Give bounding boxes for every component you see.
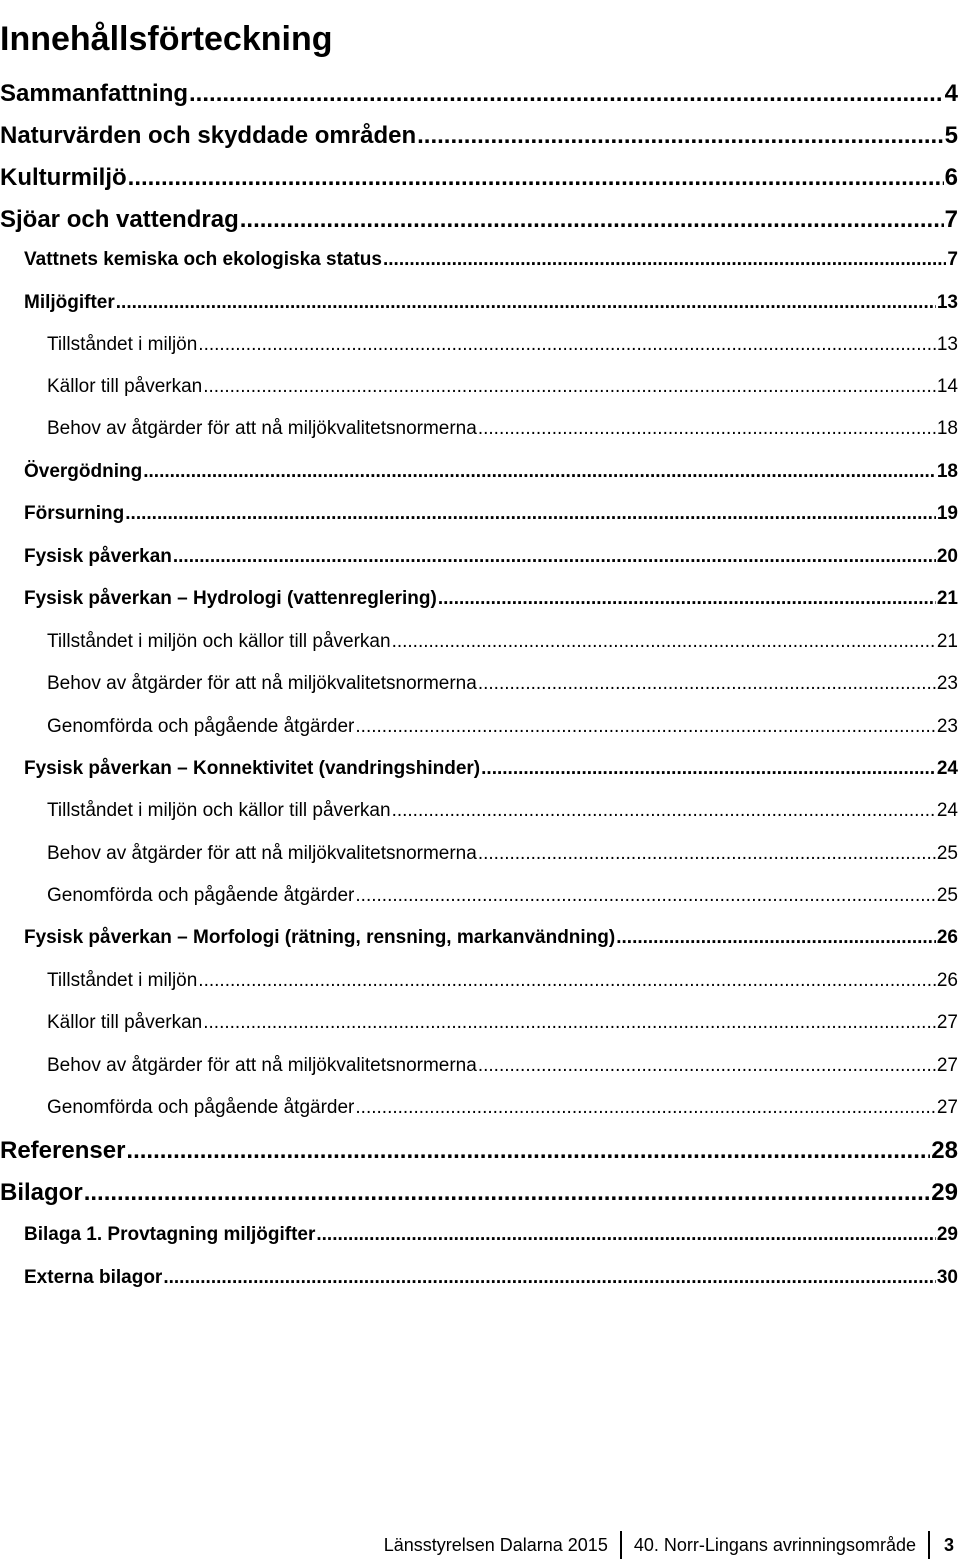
toc-entry-label: Tillståndet i miljön <box>47 970 198 991</box>
footer-page-number: 3 <box>943 1534 954 1555</box>
toc-entry-label: Vattnets kemiska och ekologiska status <box>24 249 382 270</box>
toc-entry-label: Källor till påverkan <box>47 1012 203 1033</box>
toc-entry[interactable] <box>24 1220 958 1250</box>
toc-entry[interactable] <box>47 712 958 742</box>
toc-entry[interactable] <box>24 923 958 953</box>
toc-entry[interactable] <box>0 118 958 154</box>
toc-entry-label: Bilagor <box>0 1179 83 1206</box>
toc-dot-leader <box>417 118 944 154</box>
toc-entry[interactable] <box>24 542 958 572</box>
toc-entry[interactable] <box>0 202 958 238</box>
toc-dot-leader <box>438 584 936 614</box>
toc-entry-page: 14 <box>936 376 958 397</box>
toc-entry-page: 13 <box>936 292 958 313</box>
toc-dot-leader <box>203 1008 936 1038</box>
toc-entry-page: 24 <box>936 758 958 779</box>
toc-dot-leader <box>478 839 936 869</box>
toc-entry-page: 27 <box>936 1055 958 1076</box>
toc-entry-label: Tillståndet i miljön och källor till påverkan <box>47 631 391 652</box>
toc-entry-label: Fysisk påverkan <box>24 546 172 567</box>
toc-entry[interactable] <box>47 1093 958 1123</box>
toc-entry-label: Sjöar och vattendrag <box>0 206 239 233</box>
toc-entry-page: 5 <box>944 122 958 149</box>
toc-dot-leader <box>355 1093 935 1123</box>
toc-entry[interactable] <box>24 288 958 318</box>
toc-entry-label: Fysisk påverkan – Konnektivitet (vandringshinder) <box>24 758 481 779</box>
toc-dot-leader <box>126 1133 930 1169</box>
toc-entry[interactable] <box>0 160 958 196</box>
toc-dot-leader <box>84 1175 931 1211</box>
toc-entry-label: Behov av åtgärder för att nå miljökvalitetsnormerna <box>47 843 477 864</box>
toc-entry[interactable] <box>0 76 958 112</box>
toc-entry-page: 6 <box>944 164 958 191</box>
toc-entry-label: Referenser <box>0 1137 126 1164</box>
toc-entry[interactable] <box>47 1008 958 1038</box>
toc-entry[interactable] <box>24 457 958 487</box>
toc-dot-leader <box>478 669 936 699</box>
toc-dot-leader <box>128 160 944 196</box>
toc-dot-leader <box>392 796 936 826</box>
page-footer <box>384 1530 960 1560</box>
toc-entry-page: 20 <box>936 546 958 567</box>
toc-entry[interactable] <box>47 966 958 996</box>
toc-entry-page: 19 <box>936 503 958 524</box>
toc-entry-label: Genomförda och pågående åtgärder <box>47 885 355 906</box>
toc-dot-leader <box>198 330 936 360</box>
toc-dot-leader <box>392 627 936 657</box>
toc-entry[interactable] <box>0 1175 958 1211</box>
toc-dot-leader <box>163 1263 936 1293</box>
toc-entry-label: Sammanfattning <box>0 80 189 107</box>
footer-area: 40. Norr-Lingans avrinningsområde <box>633 1534 916 1555</box>
toc-entry[interactable] <box>24 584 958 614</box>
footer-divider <box>620 1531 622 1559</box>
toc-entry-label: Kulturmiljö <box>0 164 127 191</box>
toc-entry-page: 29 <box>936 1224 958 1245</box>
toc-entry-page: 18 <box>936 418 958 439</box>
toc-entry-page: 23 <box>936 716 958 737</box>
toc-entry-page: 26 <box>936 970 958 991</box>
toc-entry-label: Behov av åtgärder för att nå miljökvalitetsnormerna <box>47 1055 477 1076</box>
toc-entry-page: 7 <box>944 206 958 233</box>
toc-entry[interactable] <box>47 669 958 699</box>
toc-entry-label: Bilaga 1. Provtagning miljögifter <box>24 1224 316 1245</box>
toc-dot-leader <box>203 372 936 402</box>
toc-entry[interactable] <box>47 839 958 869</box>
toc-entry-page: 27 <box>936 1097 958 1118</box>
toc-entry-label: Externa bilagor <box>24 1267 163 1288</box>
toc-entry-label: Behov av åtgärder för att nå miljökvalitetsnormerna <box>47 673 477 694</box>
toc-entry-label: Behov av åtgärder för att nå miljökvalitetsnormerna <box>47 418 477 439</box>
toc-entry-label: Fysisk påverkan – Morfologi (rätning, rensning, markanvändning) <box>24 927 616 948</box>
toc-dot-leader <box>240 202 944 238</box>
toc-entry-page: 7 <box>947 249 958 270</box>
toc-title: Innehållsförteckning <box>0 19 333 58</box>
toc-entry-page: 27 <box>936 1012 958 1033</box>
toc-entry-label: Tillståndet i miljön och källor till påverkan <box>47 800 391 821</box>
toc-entry-page: 25 <box>936 843 958 864</box>
toc-dot-leader <box>481 754 936 784</box>
toc-entry-label: Övergödning <box>24 461 143 482</box>
toc-entry[interactable] <box>47 796 958 826</box>
toc-dot-leader <box>198 966 936 996</box>
toc-entry[interactable] <box>47 881 958 911</box>
toc-dot-leader <box>383 245 946 275</box>
toc-dot-leader <box>116 288 936 318</box>
toc-dot-leader <box>189 76 944 112</box>
toc-entry-page: 21 <box>936 588 958 609</box>
toc-dot-leader <box>478 414 936 444</box>
toc-entry-page: 18 <box>936 461 958 482</box>
toc-dot-leader <box>355 881 935 911</box>
toc-entry-label: Genomförda och pågående åtgärder <box>47 1097 355 1118</box>
toc-dot-leader <box>355 712 935 742</box>
toc-entry[interactable] <box>0 1133 958 1169</box>
toc-entry[interactable] <box>24 245 958 275</box>
toc-dot-leader <box>316 1220 935 1250</box>
toc-dot-leader <box>173 542 936 572</box>
toc-entry-page: 30 <box>936 1267 958 1288</box>
toc-entry[interactable] <box>47 414 958 444</box>
toc-dot-leader <box>616 923 936 953</box>
toc-dot-leader <box>478 1051 936 1081</box>
toc-entry-label: Fysisk påverkan – Hydrologi (vattenreglering) <box>24 588 437 609</box>
toc-entry-page: 13 <box>936 334 958 355</box>
toc-entry-page: 21 <box>936 631 958 652</box>
toc-entry-label: Källor till påverkan <box>47 376 203 397</box>
toc-entry[interactable] <box>24 499 958 529</box>
toc-entry-page: 25 <box>936 885 958 906</box>
toc-entry-label: Genomförda och pågående åtgärder <box>47 716 355 737</box>
toc-entry-page: 29 <box>931 1179 958 1206</box>
toc-entry-page: 4 <box>944 80 958 107</box>
toc-entry-page: 26 <box>936 927 958 948</box>
toc-dot-leader <box>125 499 936 529</box>
toc-entry-label: Försurning <box>24 503 125 524</box>
toc-entry-page: 24 <box>936 800 958 821</box>
toc-entry[interactable] <box>47 627 958 657</box>
footer-organization: Länsstyrelsen Dalarna 2015 <box>383 1534 608 1555</box>
toc-entry[interactable] <box>24 1263 958 1293</box>
toc-entry-label: Naturvärden och skyddade områden <box>0 122 417 149</box>
toc-entry-label: Miljögifter <box>24 292 115 313</box>
toc-entry-page: 28 <box>931 1137 958 1164</box>
toc-dot-leader <box>143 457 936 487</box>
toc-entry[interactable] <box>47 330 958 360</box>
toc-entry-label: Tillståndet i miljön <box>47 334 198 355</box>
footer-divider <box>928 1531 930 1559</box>
toc-entry[interactable] <box>47 1051 958 1081</box>
toc-entry-page: 23 <box>936 673 958 694</box>
toc-entry[interactable] <box>24 754 958 784</box>
toc-entry[interactable] <box>47 372 958 402</box>
